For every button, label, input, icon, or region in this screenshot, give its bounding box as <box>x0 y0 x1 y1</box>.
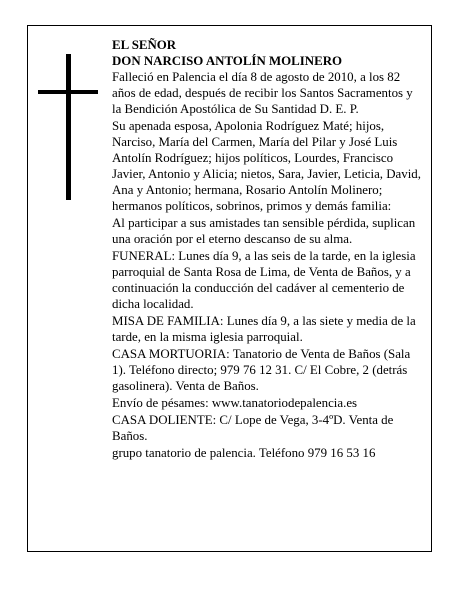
notice-title-line-1: EL SEÑOR <box>112 38 177 52</box>
family-paragraph: Su apenada esposa, Apolonia Rodríguez Maté; hijos, Narciso, María del Carmen, María del Pilar y José Luis Antolín Rodríguez; hijos políticos, Lourdes, Francisco Javier, Antonio y Alicia; nietos, Sara, Javier, Leticia, David, Ana y Antonio; hermana, Rosario Antolín Molinero; hermanos políticos, sobrinos, primos y demás familia: <box>112 119 421 213</box>
family-mass-paragraph: MISA DE FAMILIA: Lunes día 9, a las siete y media de la tarde, en la misma iglesia parroquial. <box>112 314 416 344</box>
funeral-paragraph: FUNERAL: Lunes día 9, a las seis de la tarde, en la iglesia parroquial de Santa Rosa de Lima, de Venta de Baños, y a continuación la conducción del cadáver al cementerio de dicha localidad. <box>112 249 416 311</box>
family-home-paragraph: CASA DOLIENTE: C/ Lope de Vega, 3-4ºD. Venta de Baños. <box>112 413 394 443</box>
prayer-request-paragraph: Al participar a sus amistades tan sensible pérdida, suplican una oración por el eterno descanso de su alma. <box>112 216 416 246</box>
deceased-name: DON NARCISO ANTOLÍN MOLINERO <box>112 54 343 68</box>
obituary-notice <box>27 25 432 552</box>
cross-horizontal-bar <box>38 90 98 94</box>
condolences-paragraph: Envío de pésames: www.tanatoriodepalencia.es <box>112 396 358 410</box>
funeral-home-paragraph: CASA MORTUORIA: Tanatorio de Venta de Baños (Sala 1). Teléfono directo; 979 76 12 31. C/ El Cobre, 2 (detrás gasolinera). Venta de Baños. <box>112 347 411 393</box>
funeral-group-paragraph: grupo tanatorio de palencia. Teléfono 979 16 53 16 <box>112 446 376 460</box>
notice-text <box>112 37 422 461</box>
cross-vertical-bar <box>66 54 71 200</box>
cross-icon <box>38 54 98 200</box>
death-details-paragraph: Falleció en Palencia el día 8 de agosto de 2010, a los 82 años de edad, después de recibir los Santos Sacramentos y la Bendición Apostólica de Su Santidad D. E. P. <box>112 70 413 116</box>
